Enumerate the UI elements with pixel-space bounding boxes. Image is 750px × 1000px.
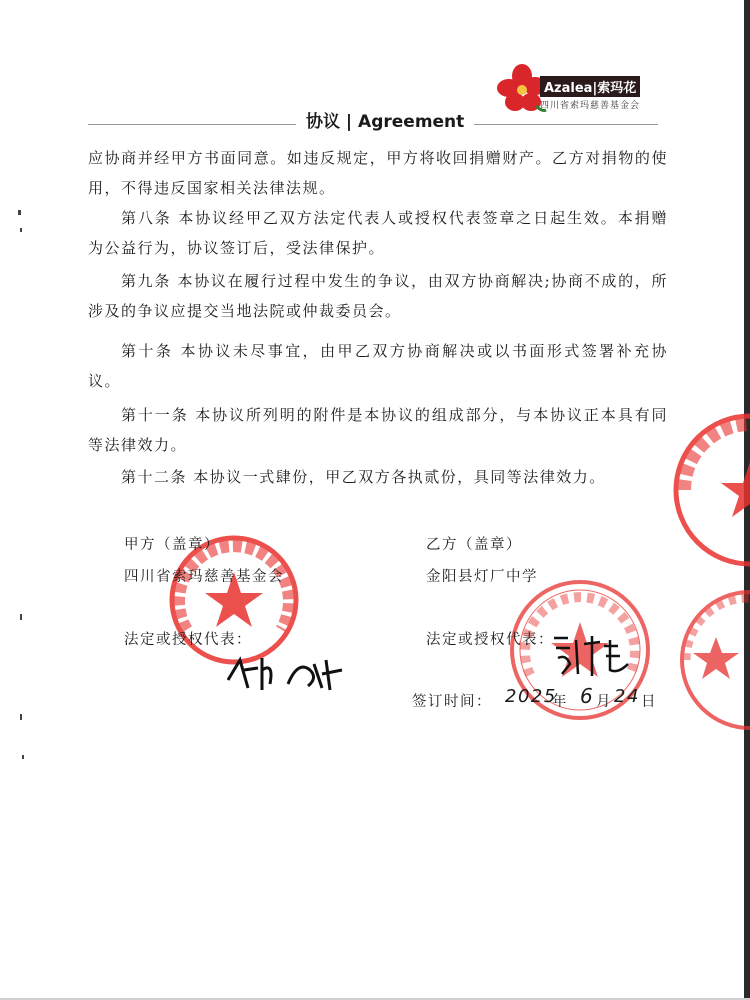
signing-month: 6 bbox=[580, 684, 595, 708]
signing-day: 24 bbox=[614, 686, 640, 707]
signing-month-char: 月 bbox=[596, 694, 612, 710]
margin-mark bbox=[22, 755, 24, 759]
signing-year: 2025 bbox=[505, 686, 557, 707]
party-a-handwritten-signature bbox=[218, 640, 358, 700]
clause-9: 第九条 本协议在履行过程中发生的争议，由双方协商解决;协商不成的，所涉及的争议应提交当地法院或仲裁委员会。 bbox=[88, 272, 668, 320]
party-b-label: 乙方（盖章） bbox=[426, 537, 522, 553]
party-b-handwritten-signature bbox=[548, 630, 638, 680]
party-b-name: 金阳县灯厂中学 bbox=[426, 569, 538, 585]
foundation-logo bbox=[496, 60, 666, 116]
margin-mark bbox=[20, 228, 22, 232]
edge-seal-upper bbox=[670, 410, 750, 570]
page-header-title: 协议 | Agreement bbox=[296, 107, 474, 132]
margin-mark bbox=[20, 714, 22, 720]
logo-brand-text: Azalea|索玛花 bbox=[540, 76, 640, 97]
edge-seal-lower bbox=[670, 585, 750, 735]
party-a-name: 四川省索玛慈善基金会 bbox=[124, 569, 284, 585]
logo-org-name: 四川省索玛慈善基金会 bbox=[540, 101, 641, 111]
clause-12: 第十二条 本协议一式肆份，甲乙双方各执贰份，具同等法律效力。 bbox=[121, 468, 606, 486]
clause-10: 第十条 本协议未尽事宜，由甲乙双方协商解决或以书面形式签署补充协议。 bbox=[88, 342, 668, 390]
clause-11: 第十一条 本协议所列明的附件是本协议的组成部分，与本协议正本具有同等法律效力。 bbox=[88, 406, 668, 454]
signing-date-label: 签订时间： bbox=[412, 694, 492, 710]
party-a-rep-label: 法定或授权代表： bbox=[124, 632, 252, 648]
party-a-label: 甲方（盖章） bbox=[124, 537, 220, 553]
signing-year-char: 年 bbox=[552, 694, 568, 710]
paragraph-continuation: 应协商并经甲方书面同意。如违反规定，甲方将收回捐赠财产。乙方对捐物的使用，不得违反国家相关法律法规。 bbox=[88, 149, 668, 197]
signing-day-char: 日 bbox=[641, 694, 657, 710]
party-b-rep-label: 法定或授权代表： bbox=[426, 632, 554, 648]
clause-8: 第八条 本协议经甲乙双方法定代表人或授权代表签章之日起生效。本捐赠为公益行为，协议签订后，受法律保护。 bbox=[88, 209, 668, 257]
margin-mark bbox=[20, 614, 22, 620]
margin-mark bbox=[18, 210, 21, 215]
